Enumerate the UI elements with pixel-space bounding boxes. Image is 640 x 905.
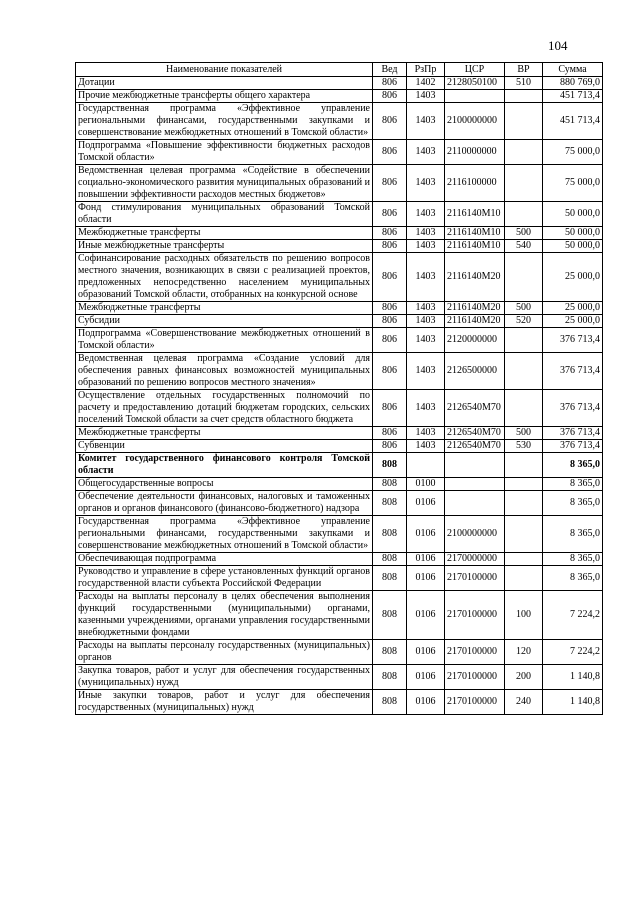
table-row: [76, 591, 603, 640]
cell-csr: 2116140М20: [445, 302, 505, 315]
table-row: [76, 640, 603, 665]
cell-sum: 376 713,4: [543, 353, 603, 390]
page-number: 104: [548, 38, 568, 53]
cell-sum: 7 224,2: [543, 640, 603, 665]
cell-csr: 2100000000: [445, 516, 505, 553]
cell-vr: [505, 453, 543, 478]
table-row: [76, 140, 603, 165]
cell-sum: 1 140,8: [543, 665, 603, 690]
cell-rzpr: 1403: [407, 253, 445, 302]
cell-name: Межбюджетные трансферты: [76, 302, 373, 315]
cell-name: Комитет государственного финансового контроля Томской области: [76, 453, 373, 478]
cell-rzpr: 1403: [407, 227, 445, 240]
cell-rzpr: [407, 453, 445, 478]
cell-sum: 25 000,0: [543, 302, 603, 315]
cell-vr: 500: [505, 227, 543, 240]
cell-csr: 2116140М20: [445, 253, 505, 302]
header-csr: ЦСР: [445, 63, 505, 77]
cell-sum: 75 000,0: [543, 165, 603, 202]
table-row: [76, 390, 603, 427]
cell-rzpr: 0106: [407, 516, 445, 553]
cell-name: Иные закупки товаров, работ и услуг для обеспечения государственных (муниципальных) нужд: [76, 690, 373, 715]
cell-csr: [445, 478, 505, 491]
table-row: [76, 202, 603, 227]
cell-rzpr: 0100: [407, 478, 445, 491]
cell-rzpr: 1403: [407, 390, 445, 427]
cell-rzpr: 0106: [407, 566, 445, 591]
cell-vr: [505, 516, 543, 553]
cell-csr: 2170100000: [445, 665, 505, 690]
cell-rzpr: 1403: [407, 328, 445, 353]
cell-vr: 510: [505, 77, 543, 90]
cell-name: Ведомственная целевая программа «Содействие в обеспечении социально-экономического развития муниципальных образований и повышении эффективности расходов местных бюджетов»: [76, 165, 373, 202]
cell-ved: 808: [373, 491, 407, 516]
cell-sum: 451 713,4: [543, 90, 603, 103]
cell-vr: [505, 103, 543, 140]
cell-ved: 808: [373, 665, 407, 690]
cell-sum: 75 000,0: [543, 140, 603, 165]
cell-ved: 806: [373, 390, 407, 427]
table-row: [76, 227, 603, 240]
cell-vr: [505, 253, 543, 302]
cell-name: Дотации: [76, 77, 373, 90]
cell-csr: [445, 90, 505, 103]
cell-ved: 806: [373, 103, 407, 140]
cell-vr: 540: [505, 240, 543, 253]
cell-vr: [505, 328, 543, 353]
cell-sum: 50 000,0: [543, 227, 603, 240]
cell-name: Обеспечивающая подпрограмма: [76, 553, 373, 566]
cell-csr: 2126540М70: [445, 427, 505, 440]
cell-rzpr: 0106: [407, 665, 445, 690]
cell-ved: 808: [373, 553, 407, 566]
table-row: [76, 665, 603, 690]
cell-name: Общегосударственные вопросы: [76, 478, 373, 491]
cell-csr: 2170100000: [445, 690, 505, 715]
cell-csr: 2110000000: [445, 140, 505, 165]
header-name: Наименование показателей: [76, 63, 373, 77]
cell-ved: 806: [373, 90, 407, 103]
cell-csr: 2170000000: [445, 553, 505, 566]
cell-sum: 376 713,4: [543, 328, 603, 353]
table-row: [76, 478, 603, 491]
cell-ved: 806: [373, 240, 407, 253]
cell-ved: 808: [373, 516, 407, 553]
table-row: [76, 302, 603, 315]
cell-ved: 806: [373, 315, 407, 328]
cell-vr: [505, 390, 543, 427]
cell-name: Межбюджетные трансферты: [76, 227, 373, 240]
cell-rzpr: 0106: [407, 640, 445, 665]
cell-name: Подпрограмма «Повышение эффективности бюджетных расходов Томской области»: [76, 140, 373, 165]
table-row: [76, 453, 603, 478]
cell-ved: 806: [373, 328, 407, 353]
cell-vr: [505, 553, 543, 566]
cell-vr: [505, 353, 543, 390]
cell-sum: 25 000,0: [543, 315, 603, 328]
table-row: [76, 103, 603, 140]
table-row: [76, 328, 603, 353]
cell-csr: 2120000000: [445, 328, 505, 353]
table-row: [76, 566, 603, 591]
table-header-row: [76, 63, 603, 77]
cell-sum: 50 000,0: [543, 202, 603, 227]
cell-vr: [505, 140, 543, 165]
cell-csr: 2170100000: [445, 640, 505, 665]
cell-name: Ведомственная целевая программа «Создание условий для обеспечения равных финансовых возможностей муниципальных образований по решению вопросов местного значения»: [76, 353, 373, 390]
cell-name: Фонд стимулирования муниципальных образований Томской области: [76, 202, 373, 227]
cell-ved: 806: [373, 202, 407, 227]
cell-rzpr: 1403: [407, 440, 445, 453]
cell-name: Расходы на выплаты персоналу государственных (муниципальных) органов: [76, 640, 373, 665]
cell-vr: [505, 202, 543, 227]
cell-sum: 7 224,2: [543, 591, 603, 640]
table-row: [76, 353, 603, 390]
cell-sum: 376 713,4: [543, 427, 603, 440]
cell-vr: [505, 90, 543, 103]
cell-vr: 100: [505, 591, 543, 640]
table-row: [76, 427, 603, 440]
cell-rzpr: 1403: [407, 302, 445, 315]
cell-csr: 2116100000: [445, 165, 505, 202]
cell-vr: 500: [505, 302, 543, 315]
cell-csr: 2116140М10: [445, 240, 505, 253]
cell-name: Осуществление отдельных государственных полномочий по расчету и предоставлению дотаций бюджетам городских, сельских поселений Томской области за счет средств областного бюджета: [76, 390, 373, 427]
cell-name: Подпрограмма «Совершенствование межбюджетных отношений в Томской области»: [76, 328, 373, 353]
cell-vr: 120: [505, 640, 543, 665]
table-row: [76, 491, 603, 516]
cell-rzpr: 0106: [407, 591, 445, 640]
cell-name: Закупка товаров, работ и услуг для обеспечения государственных (муниципальных) нужд: [76, 665, 373, 690]
cell-sum: 451 713,4: [543, 103, 603, 140]
cell-name: Иные межбюджетные трансферты: [76, 240, 373, 253]
cell-ved: 808: [373, 591, 407, 640]
cell-sum: 8 365,0: [543, 553, 603, 566]
table-row: [76, 553, 603, 566]
cell-rzpr: 1403: [407, 353, 445, 390]
table-row: [76, 690, 603, 715]
header-vr: ВР: [505, 63, 543, 77]
header-rzpr: РзПр: [407, 63, 445, 77]
cell-vr: 240: [505, 690, 543, 715]
cell-sum: 376 713,4: [543, 440, 603, 453]
cell-name: Расходы на выплаты персоналу в целях обеспечения выполнения функций государственными (муниципальными) органами, казенными учреждениями, органами управления государственными внебюджетными фондами: [76, 591, 373, 640]
cell-name: Государственная программа «Эффективное управление региональными финансами, государственными закупками и совершенствование межбюджетных отношений в Томской области»: [76, 103, 373, 140]
cell-csr: 2126500000: [445, 353, 505, 390]
cell-ved: 806: [373, 302, 407, 315]
cell-rzpr: 1402: [407, 77, 445, 90]
cell-csr: 2170100000: [445, 566, 505, 591]
cell-sum: 8 365,0: [543, 491, 603, 516]
cell-sum: 8 365,0: [543, 516, 603, 553]
cell-ved: 806: [373, 427, 407, 440]
cell-ved: 806: [373, 353, 407, 390]
cell-vr: 520: [505, 315, 543, 328]
table-row: [76, 240, 603, 253]
cell-vr: 530: [505, 440, 543, 453]
cell-vr: [505, 478, 543, 491]
cell-csr: 2170100000: [445, 591, 505, 640]
cell-sum: 8 365,0: [543, 478, 603, 491]
table-row: [76, 516, 603, 553]
table-row: [76, 253, 603, 302]
cell-ved: 806: [373, 253, 407, 302]
cell-csr: 2116140М10: [445, 202, 505, 227]
cell-vr: [505, 566, 543, 591]
cell-name: Обеспечение деятельности финансовых, налоговых и таможенных органов и органов финансового (финансово-бюджетного) надзора: [76, 491, 373, 516]
cell-name: Руководство и управление в сфере установленных функций органов государственной власти субъекта Российской Федерации: [76, 566, 373, 591]
cell-csr: 2128050100: [445, 77, 505, 90]
cell-sum: 8 365,0: [543, 566, 603, 591]
cell-vr: 200: [505, 665, 543, 690]
cell-csr: [445, 491, 505, 516]
cell-sum: 50 000,0: [543, 240, 603, 253]
cell-ved: 808: [373, 478, 407, 491]
cell-vr: 500: [505, 427, 543, 440]
table-row: [76, 315, 603, 328]
cell-rzpr: 1403: [407, 165, 445, 202]
cell-rzpr: 1403: [407, 103, 445, 140]
cell-rzpr: 1403: [407, 315, 445, 328]
cell-csr: 2126540М70: [445, 440, 505, 453]
cell-rzpr: 1403: [407, 240, 445, 253]
budget-table: [75, 62, 603, 715]
cell-name: Субвенции: [76, 440, 373, 453]
table-row: [76, 90, 603, 103]
cell-ved: 806: [373, 77, 407, 90]
cell-rzpr: 1403: [407, 427, 445, 440]
cell-sum: 1 140,8: [543, 690, 603, 715]
table-row: [76, 440, 603, 453]
cell-ved: 806: [373, 227, 407, 240]
cell-ved: 808: [373, 690, 407, 715]
cell-csr: 2100000000: [445, 103, 505, 140]
cell-name: Межбюджетные трансферты: [76, 427, 373, 440]
cell-vr: [505, 165, 543, 202]
header-ved: Вед: [373, 63, 407, 77]
cell-sum: 880 769,0: [543, 77, 603, 90]
cell-rzpr: 0106: [407, 491, 445, 516]
cell-vr: [505, 491, 543, 516]
cell-sum: 25 000,0: [543, 253, 603, 302]
cell-rzpr: 1403: [407, 140, 445, 165]
cell-name: Субсидии: [76, 315, 373, 328]
table-body: [76, 77, 603, 715]
cell-ved: 808: [373, 566, 407, 591]
header-sum: Сумма: [543, 63, 603, 77]
cell-rzpr: 1403: [407, 202, 445, 227]
cell-name: Прочие межбюджетные трансферты общего характера: [76, 90, 373, 103]
cell-sum: 376 713,4: [543, 390, 603, 427]
cell-rzpr: 0106: [407, 553, 445, 566]
cell-ved: 808: [373, 640, 407, 665]
cell-csr: 2116140М20: [445, 315, 505, 328]
cell-rzpr: 0106: [407, 690, 445, 715]
cell-ved: 806: [373, 140, 407, 165]
cell-csr: 2116140М10: [445, 227, 505, 240]
cell-name: Софинансирование расходных обязательств по решению вопросов местного значения, возникающих в связи с реализацией проектов, предложенных непосредственно населением муниципальных образований Томской области, отобранных на конкурсной основе: [76, 253, 373, 302]
cell-ved: 806: [373, 440, 407, 453]
table-row: [76, 165, 603, 202]
table-row: [76, 77, 603, 90]
cell-csr: 2126540М70: [445, 390, 505, 427]
cell-rzpr: 1403: [407, 90, 445, 103]
cell-name: Государственная программа «Эффективное управление региональными финансами, государственными закупками и совершенствование межбюджетных отношений в Томской области»: [76, 516, 373, 553]
cell-sum: 8 365,0: [543, 453, 603, 478]
cell-ved: 806: [373, 165, 407, 202]
cell-csr: [445, 453, 505, 478]
cell-ved: 808: [373, 453, 407, 478]
